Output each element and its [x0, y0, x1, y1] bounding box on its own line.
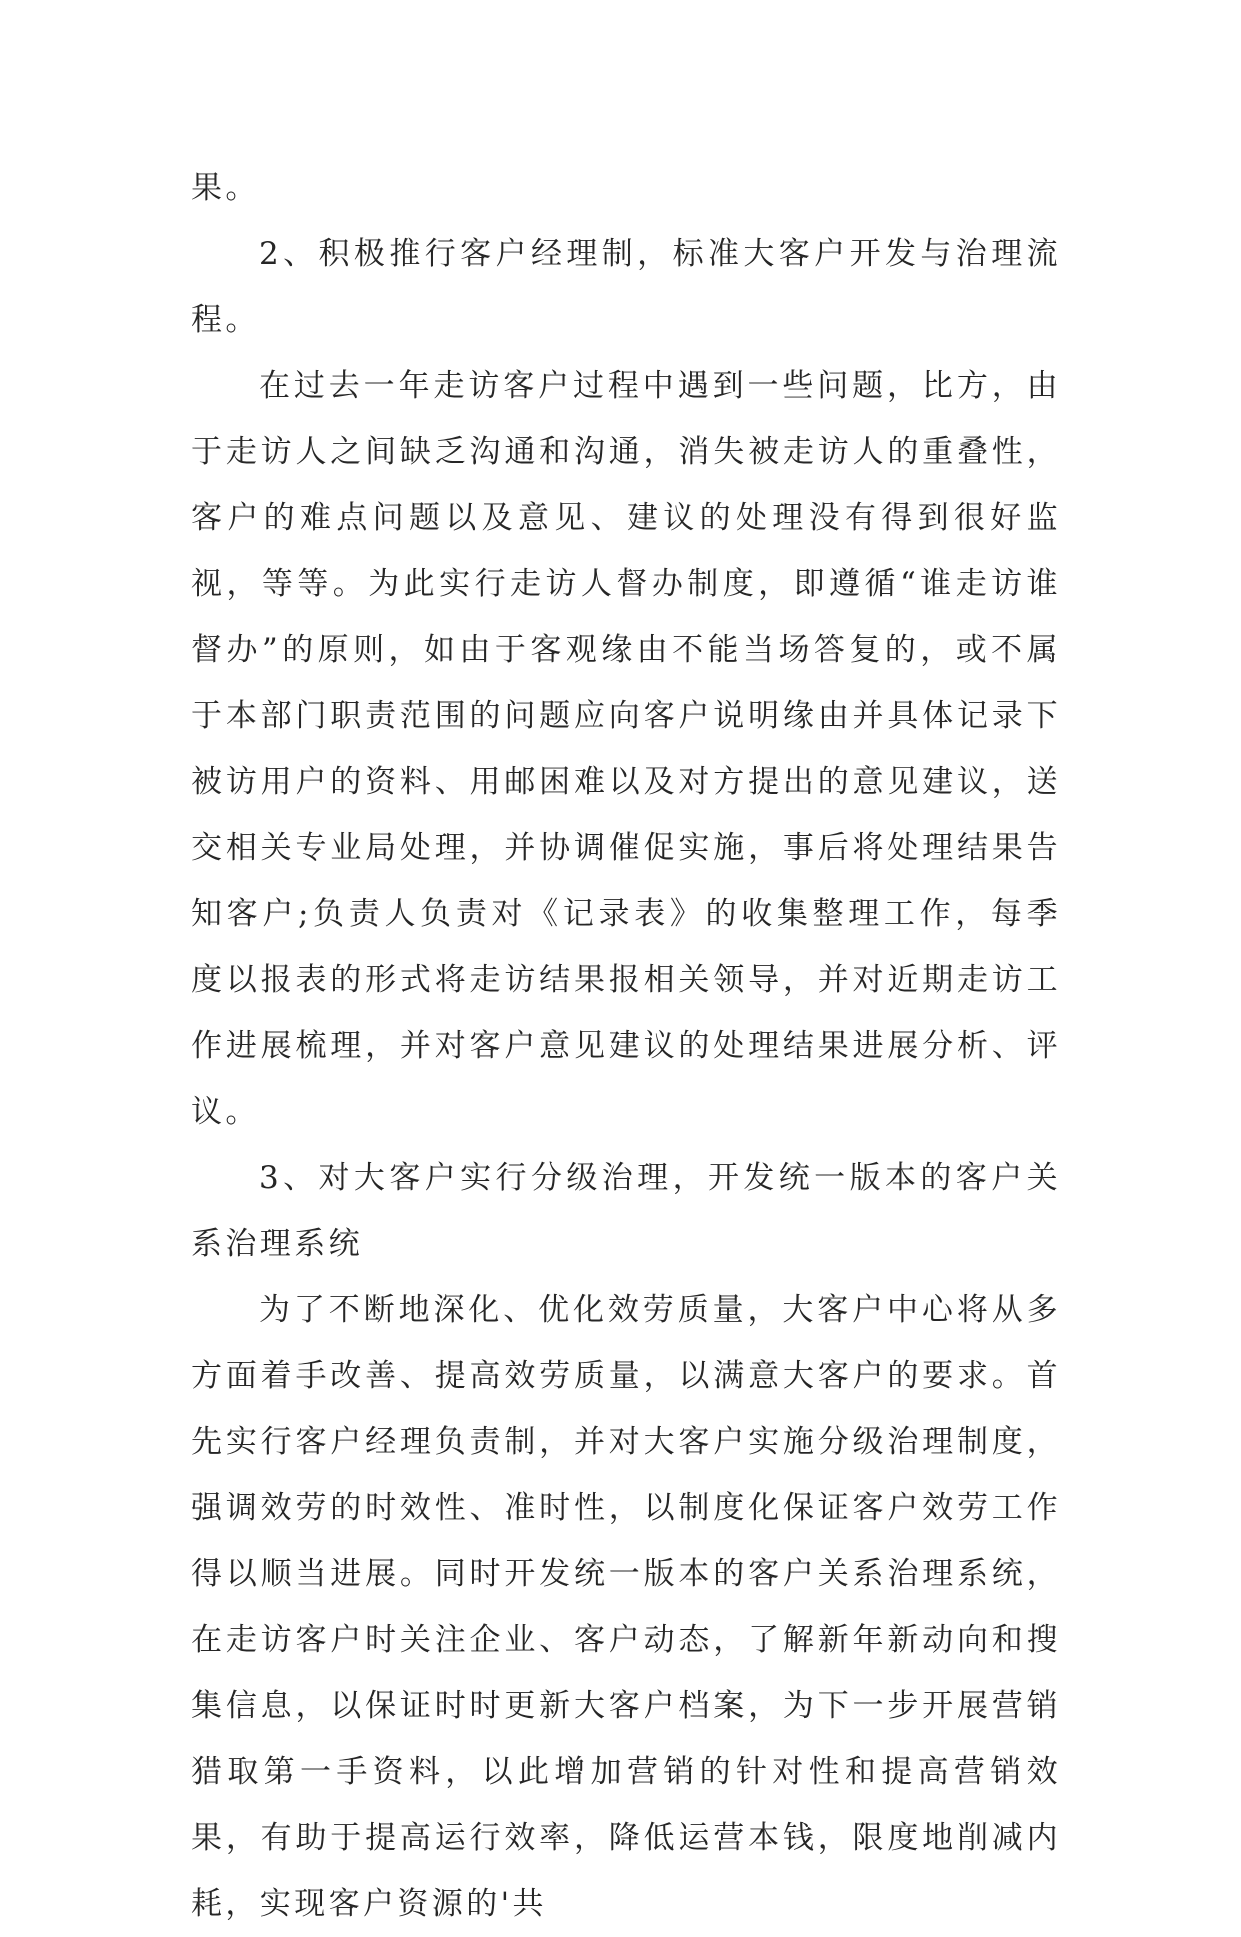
- paragraph-continuation: 果。: [191, 170, 260, 206]
- paragraph-visit-supervision: 在过去一年走访客户过程中遇到一些问题，比方，由于走访人之间缺乏沟通和沟通，消失被走访人的重叠性，客户的难点问题以及意见、建议的处理没有得到很好监视，等等。为此实行走访人督办制度，即遵循“谁走访谁督办”的原则，如由于客观缘由不能当场答复的，或不属于本部门职责范围的问题应向客户说明缘由并具体记录下被访用户的资料、用邮困难以及对方提出的意见建议，送交相关专业局处理，并协调催促实施，事后将处理结果告知客户;负责人负责对《记录表》的收集整理工作，每季度以报表的形式将走访结果报相关领导，并对近期走访工作进展梳理，并对客户意见建议的处理结果进展分析、评议。: [191, 368, 1061, 1130]
- paragraph-service-quality: 为了不断地深化、优化效劳质量，大客户中心将从多方面着手改善、提高效劳质量，以满意大客户的要求。首先实行客户经理负责制，并对大客户实施分级治理制度，强调效劳的时效性、准时性，以制度化保证客户效劳工作得以顺当进展。同时开发统一版本的客户关系治理系统，在走访客户时关注企业、客户动态，了解新年新动向和搜集信息，以保证时时更新大客户档案，为下一步开展营销猎取第一手资料，以此增加营销的针对性和提高营销效果，有助于提高运行效率，降低运营本钱，限度地削减内耗，实现客户资源的'共: [191, 1292, 1061, 1922]
- section-heading-3: 3、对大客户实行分级治理，开发统一版本的客户关系治理系统: [191, 1160, 1061, 1262]
- document-body: [191, 155, 1061, 1937]
- section-heading-2: 2、积极推行客户经理制，标准大客户开发与治理流程。: [191, 236, 1061, 338]
